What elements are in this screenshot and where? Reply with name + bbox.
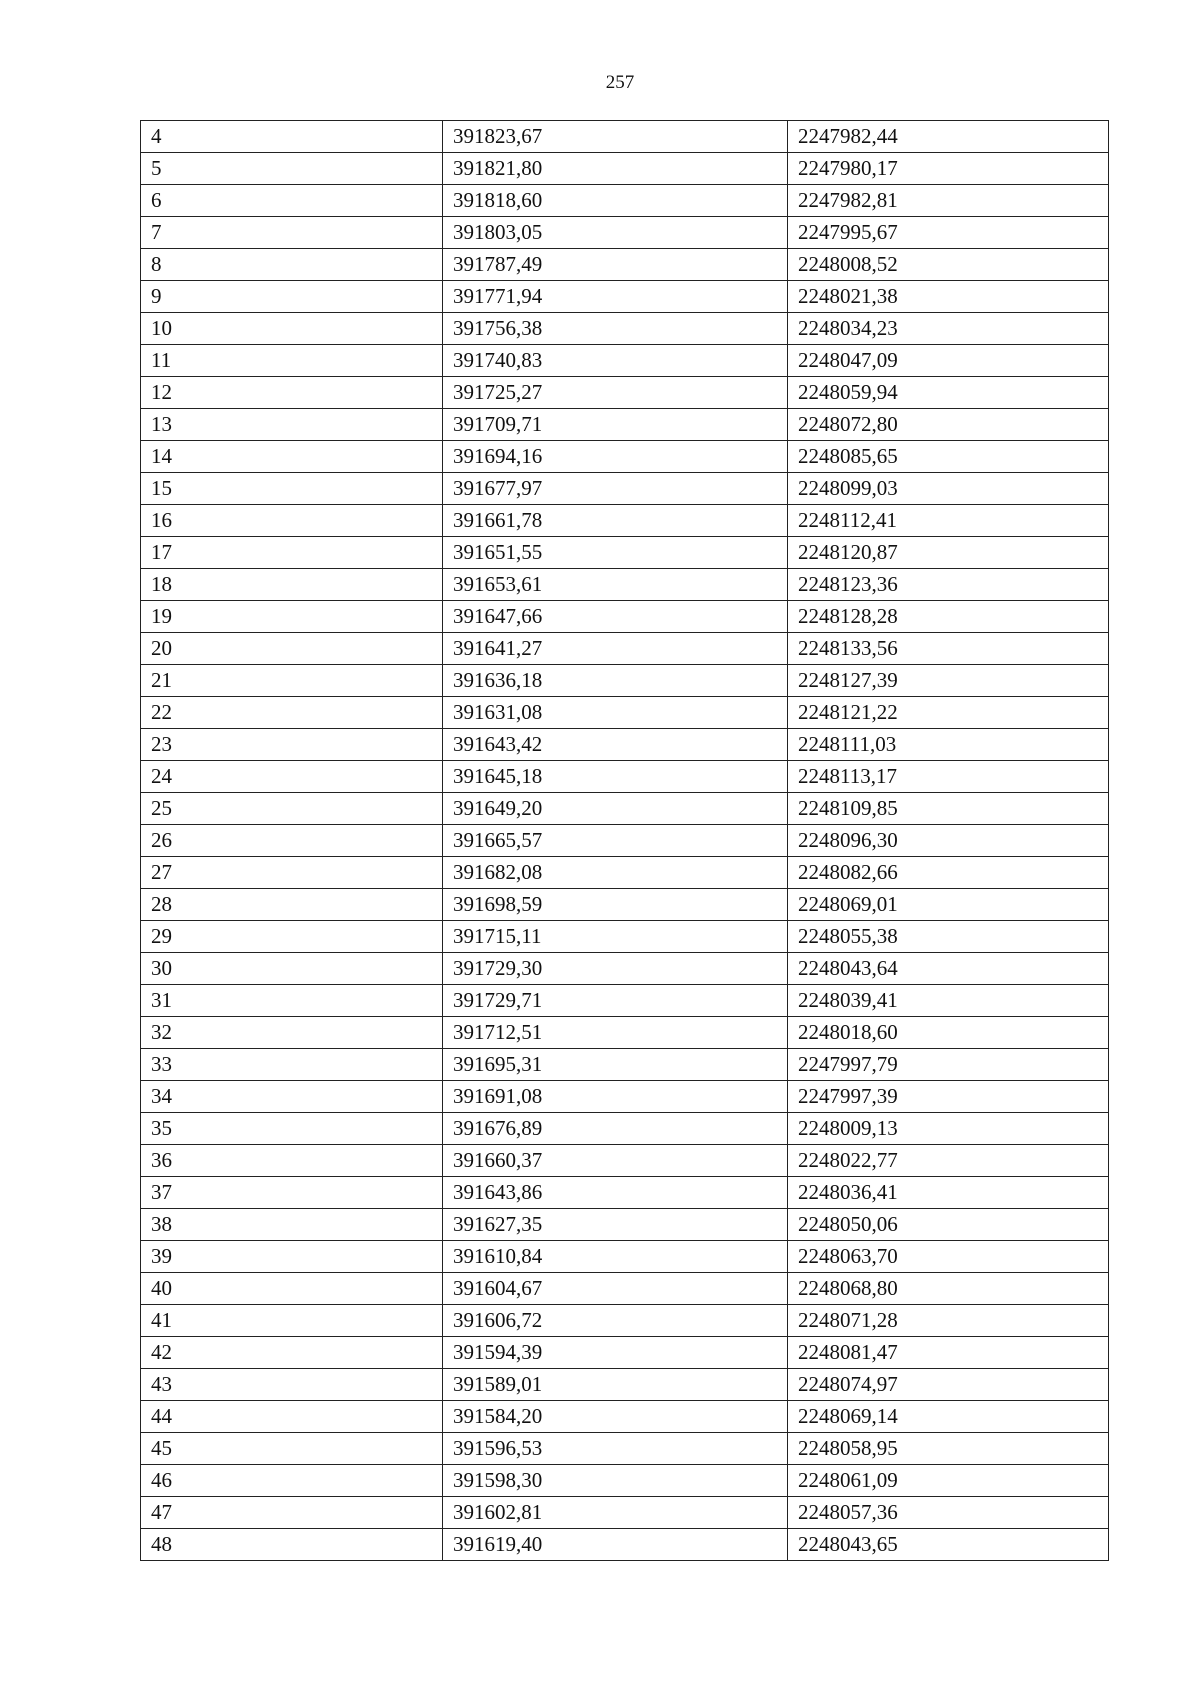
table-row [141,377,1109,409]
point-number-cell: 13 [141,409,443,441]
table-row [141,185,1109,217]
table-row [141,857,1109,889]
x-coordinate-cell: 391653,61 [443,569,788,601]
table-row [141,409,1109,441]
point-number-cell: 44 [141,1401,443,1433]
x-coordinate-cell: 391641,27 [443,633,788,665]
y-coordinate-cell: 2248063,70 [788,1241,1109,1273]
point-number-cell: 23 [141,729,443,761]
table-row [141,1465,1109,1497]
y-coordinate-cell: 2248072,80 [788,409,1109,441]
point-number-cell: 7 [141,217,443,249]
point-number-cell: 24 [141,761,443,793]
y-coordinate-cell: 2248059,94 [788,377,1109,409]
y-coordinate-cell: 2248127,39 [788,665,1109,697]
y-coordinate-cell: 2248036,41 [788,1177,1109,1209]
table-row [141,217,1109,249]
table-row [141,761,1109,793]
point-number-cell: 8 [141,249,443,281]
x-coordinate-cell: 391598,30 [443,1465,788,1497]
point-number-cell: 28 [141,889,443,921]
table-row [141,537,1109,569]
x-coordinate-cell: 391676,89 [443,1113,788,1145]
y-coordinate-cell: 2248021,38 [788,281,1109,313]
x-coordinate-cell: 391694,16 [443,441,788,473]
y-coordinate-cell: 2248113,17 [788,761,1109,793]
page-number: 257 [605,72,635,93]
x-coordinate-cell: 391604,67 [443,1273,788,1305]
y-coordinate-cell: 2248128,28 [788,601,1109,633]
y-coordinate-cell: 2248039,41 [788,985,1109,1017]
x-coordinate-cell: 391643,42 [443,729,788,761]
x-coordinate-cell: 391729,71 [443,985,788,1017]
table-row [141,1145,1109,1177]
y-coordinate-cell: 2248018,60 [788,1017,1109,1049]
y-coordinate-cell: 2248109,85 [788,793,1109,825]
table-row [141,729,1109,761]
point-number-cell: 30 [141,953,443,985]
y-coordinate-cell: 2248099,03 [788,473,1109,505]
y-coordinate-cell: 2248123,36 [788,569,1109,601]
table-row [141,697,1109,729]
x-coordinate-cell: 391821,80 [443,153,788,185]
point-number-cell: 40 [141,1273,443,1305]
x-coordinate-cell: 391602,81 [443,1497,788,1529]
point-number-cell: 33 [141,1049,443,1081]
point-number-cell: 5 [141,153,443,185]
coordinates-table-body [141,121,1109,1561]
point-number-cell: 38 [141,1209,443,1241]
y-coordinate-cell: 2248096,30 [788,825,1109,857]
y-coordinate-cell: 2248133,56 [788,633,1109,665]
x-coordinate-cell: 391803,05 [443,217,788,249]
point-number-cell: 43 [141,1369,443,1401]
point-number-cell: 14 [141,441,443,473]
y-coordinate-cell: 2248058,95 [788,1433,1109,1465]
x-coordinate-cell: 391594,39 [443,1337,788,1369]
x-coordinate-cell: 391645,18 [443,761,788,793]
table-row [141,1305,1109,1337]
table-row [141,665,1109,697]
table-row [141,825,1109,857]
x-coordinate-cell: 391771,94 [443,281,788,313]
x-coordinate-cell: 391818,60 [443,185,788,217]
point-number-cell: 11 [141,345,443,377]
table-row [141,345,1109,377]
y-coordinate-cell: 2248050,06 [788,1209,1109,1241]
point-number-cell: 10 [141,313,443,345]
table-row [141,153,1109,185]
table-row [141,1369,1109,1401]
x-coordinate-cell: 391619,40 [443,1529,788,1561]
y-coordinate-cell: 2248047,09 [788,345,1109,377]
coordinates-table [140,120,1109,1561]
table-row [141,1081,1109,1113]
point-number-cell: 20 [141,633,443,665]
y-coordinate-cell: 2248022,77 [788,1145,1109,1177]
point-number-cell: 35 [141,1113,443,1145]
x-coordinate-cell: 391647,66 [443,601,788,633]
y-coordinate-cell: 2248057,36 [788,1497,1109,1529]
y-coordinate-cell: 2248034,23 [788,313,1109,345]
table-row [141,953,1109,985]
table-row [141,793,1109,825]
y-coordinate-cell: 2248082,66 [788,857,1109,889]
x-coordinate-cell: 391661,78 [443,505,788,537]
y-coordinate-cell: 2247997,39 [788,1081,1109,1113]
point-number-cell: 29 [141,921,443,953]
y-coordinate-cell: 2247997,79 [788,1049,1109,1081]
x-coordinate-cell: 391695,31 [443,1049,788,1081]
x-coordinate-cell: 391606,72 [443,1305,788,1337]
x-coordinate-cell: 391682,08 [443,857,788,889]
point-number-cell: 39 [141,1241,443,1273]
table-row [141,441,1109,473]
point-number-cell: 4 [141,121,443,153]
x-coordinate-cell: 391698,59 [443,889,788,921]
table-row [141,1529,1109,1561]
table-row [141,313,1109,345]
point-number-cell: 12 [141,377,443,409]
point-number-cell: 6 [141,185,443,217]
point-number-cell: 25 [141,793,443,825]
point-number-cell: 46 [141,1465,443,1497]
x-coordinate-cell: 391651,55 [443,537,788,569]
point-number-cell: 45 [141,1433,443,1465]
y-coordinate-cell: 2248074,97 [788,1369,1109,1401]
x-coordinate-cell: 391787,49 [443,249,788,281]
point-number-cell: 19 [141,601,443,633]
y-coordinate-cell: 2248121,22 [788,697,1109,729]
y-coordinate-cell: 2247995,67 [788,217,1109,249]
table-row [141,601,1109,633]
x-coordinate-cell: 391729,30 [443,953,788,985]
point-number-cell: 32 [141,1017,443,1049]
y-coordinate-cell: 2248008,52 [788,249,1109,281]
table-row [141,569,1109,601]
x-coordinate-cell: 391643,86 [443,1177,788,1209]
table-row [141,921,1109,953]
y-coordinate-cell: 2248071,28 [788,1305,1109,1337]
table-row [141,281,1109,313]
point-number-cell: 47 [141,1497,443,1529]
point-number-cell: 36 [141,1145,443,1177]
table-row [141,1209,1109,1241]
x-coordinate-cell: 391610,84 [443,1241,788,1273]
point-number-cell: 41 [141,1305,443,1337]
table-row [141,1401,1109,1433]
x-coordinate-cell: 391660,37 [443,1145,788,1177]
y-coordinate-cell: 2247980,17 [788,153,1109,185]
table-row [141,1241,1109,1273]
x-coordinate-cell: 391756,38 [443,313,788,345]
point-number-cell: 17 [141,537,443,569]
y-coordinate-cell: 2248069,14 [788,1401,1109,1433]
point-number-cell: 48 [141,1529,443,1561]
y-coordinate-cell: 2248055,38 [788,921,1109,953]
point-number-cell: 21 [141,665,443,697]
table-row [141,1177,1109,1209]
x-coordinate-cell: 391709,71 [443,409,788,441]
point-number-cell: 9 [141,281,443,313]
point-number-cell: 37 [141,1177,443,1209]
y-coordinate-cell: 2248043,65 [788,1529,1109,1561]
x-coordinate-cell: 391725,27 [443,377,788,409]
x-coordinate-cell: 391691,08 [443,1081,788,1113]
x-coordinate-cell: 391584,20 [443,1401,788,1433]
table-row [141,1017,1109,1049]
table-row [141,1497,1109,1529]
point-number-cell: 26 [141,825,443,857]
table-row [141,1049,1109,1081]
y-coordinate-cell: 2248112,41 [788,505,1109,537]
point-number-cell: 22 [141,697,443,729]
point-number-cell: 27 [141,857,443,889]
x-coordinate-cell: 391636,18 [443,665,788,697]
table-row [141,505,1109,537]
x-coordinate-cell: 391823,67 [443,121,788,153]
y-coordinate-cell: 2248043,64 [788,953,1109,985]
x-coordinate-cell: 391649,20 [443,793,788,825]
table-row [141,1273,1109,1305]
x-coordinate-cell: 391740,83 [443,345,788,377]
y-coordinate-cell: 2248009,13 [788,1113,1109,1145]
table-row [141,121,1109,153]
x-coordinate-cell: 391596,53 [443,1433,788,1465]
y-coordinate-cell: 2248111,03 [788,729,1109,761]
table-row [141,633,1109,665]
x-coordinate-cell: 391665,57 [443,825,788,857]
point-number-cell: 42 [141,1337,443,1369]
table-row [141,473,1109,505]
table-row [141,1113,1109,1145]
table-row [141,985,1109,1017]
x-coordinate-cell: 391627,35 [443,1209,788,1241]
table-row [141,1433,1109,1465]
x-coordinate-cell: 391715,11 [443,921,788,953]
table-row [141,889,1109,921]
x-coordinate-cell: 391589,01 [443,1369,788,1401]
y-coordinate-cell: 2247982,44 [788,121,1109,153]
y-coordinate-cell: 2247982,81 [788,185,1109,217]
y-coordinate-cell: 2248068,80 [788,1273,1109,1305]
x-coordinate-cell: 391631,08 [443,697,788,729]
point-number-cell: 34 [141,1081,443,1113]
x-coordinate-cell: 391712,51 [443,1017,788,1049]
point-number-cell: 16 [141,505,443,537]
point-number-cell: 31 [141,985,443,1017]
y-coordinate-cell: 2248061,09 [788,1465,1109,1497]
x-coordinate-cell: 391677,97 [443,473,788,505]
y-coordinate-cell: 2248069,01 [788,889,1109,921]
y-coordinate-cell: 2248120,87 [788,537,1109,569]
y-coordinate-cell: 2248085,65 [788,441,1109,473]
point-number-cell: 15 [141,473,443,505]
table-row [141,249,1109,281]
y-coordinate-cell: 2248081,47 [788,1337,1109,1369]
table-row [141,1337,1109,1369]
point-number-cell: 18 [141,569,443,601]
